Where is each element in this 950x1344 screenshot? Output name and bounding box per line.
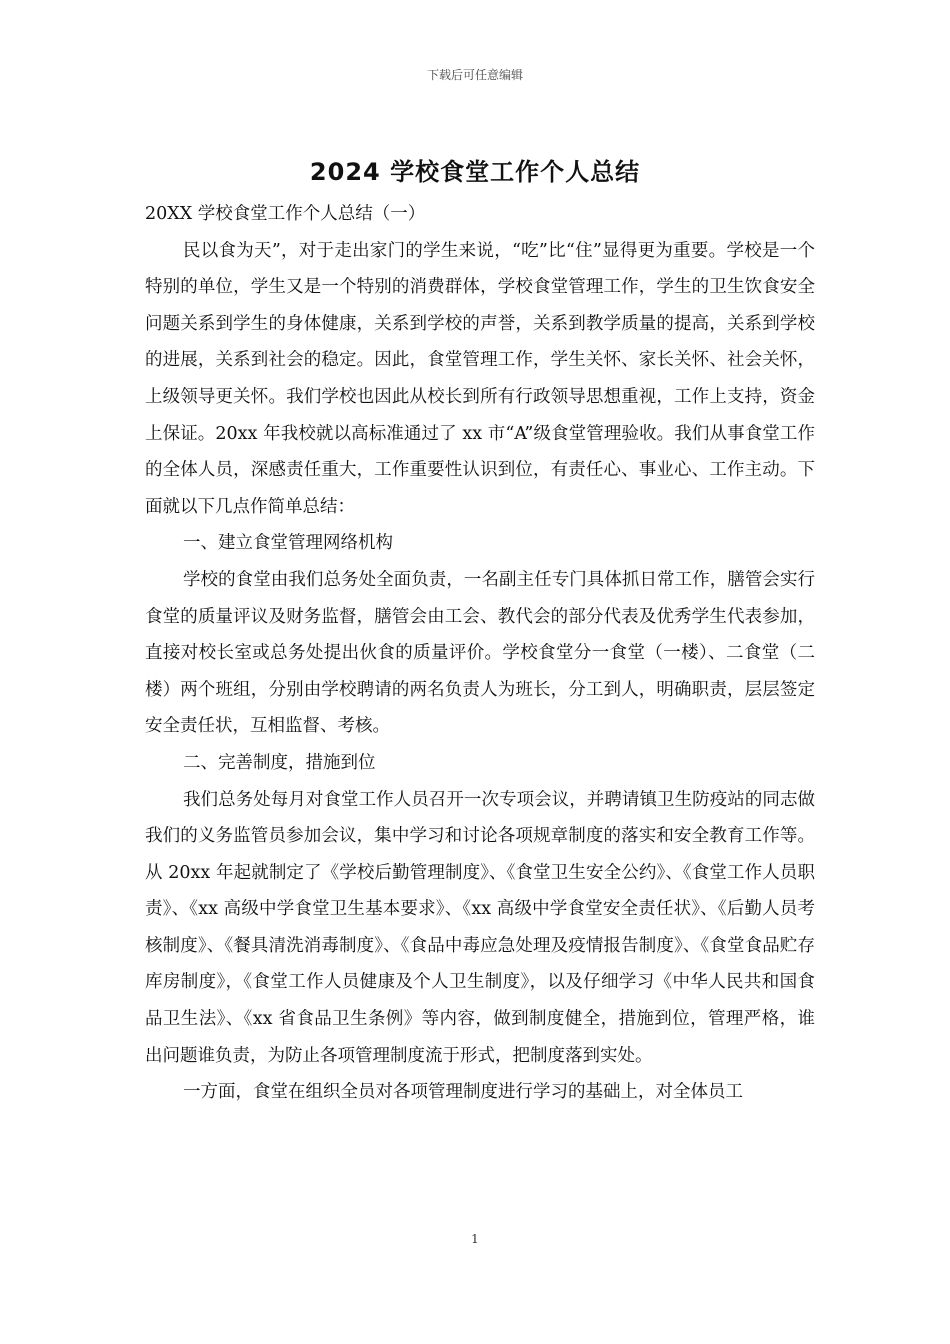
document-title: 2024 学校食堂工作个人总结 xyxy=(309,158,641,186)
paragraph-section-1: 学校的食堂由我们总务处全面负责，一名副主任专门具体抓日常工作，膳管会实行食堂的质量评议及财务监督，膳管会由工会、教代会的部分代表及优秀学生代表参加，直接对校长室或总务处提出伙食的质量评价。学校食堂分一食堂（一楼）、二食堂（二楼）两个班组，分别由学校聘请的两名负责人为班长，分工到人，明确职责，层层签定安全责任状，互相监督、考核。 xyxy=(145,569,815,737)
heading-section-1: 一、建立食堂管理网络机构 xyxy=(183,533,393,554)
paragraph-intro: 民以食为天”，对于走出家门的学生来说，“吃”比“住”显得更为重要。学校是一个特别的单位，学生又是一个特别的消费群体，学校食堂管理工作，学生的卫生饮食安全问题关系到学生的身体健康，关系到学校的声誉，关系到教学质量的提高，关系到学校的进展，关系到社会的稳定。因此，食堂管理工作，学生关怀、家长关怀、社会关怀，上级领导更关怀。我们学校也因此从校长到所有行政领导思想重视，工作上支持，资金上保证。20xx 年我校就以高标准通过了 xx 市“A”级食堂管理验收。我们从事食堂工作的全体人员，深感责任重大，工作重要性认识到位，有责任心、事业心、工作主动。下面就以下几点作简单总结： xyxy=(145,240,815,517)
section-subtitle: 20XX 学校食堂工作个人总结（一） xyxy=(145,204,426,224)
document-body xyxy=(145,196,815,1111)
page-number: 1 xyxy=(471,1232,479,1246)
paragraph-section-2-cont: 一方面，食堂在组织全员对各项管理制度进行学习的基础上，对全体员工 xyxy=(183,1082,743,1103)
paragraph-section-2: 我们总务处每月对食堂工作人员召开一次专项会议，并聘请镇卫生防疫站的同志做我们的义务监管员参加会议，集中学习和讨论各项规章制度的落实和安全教育工作等。从 20xx 年起就制定了《学校后勤管理制度》、《食堂卫生安全公约》、《食堂工作人员职责》、《xx 高级中学食堂卫生基本要求》、《xx 高级中学食堂安全责任状》、《后勤人员考核制度》、《餐具清洗消毒制度》、《食品中毒应急处理及疫情报告制度》、《食堂食品贮存库房制度》，《食堂工作人员健康及个人卫生制度》，以及仔细学习《中华人民共和国食品卫生法》、《xx 省食品卫生条例》等内容，做到制度健全，措施到位，管理严格，谁出问题谁负责，为防止各项管理制度流于形式，把制度落到实处。 xyxy=(145,789,815,1066)
heading-section-2: 二、完善制度，措施到位 xyxy=(183,752,376,773)
page-header: 下载后可任意编辑 xyxy=(426,68,523,82)
